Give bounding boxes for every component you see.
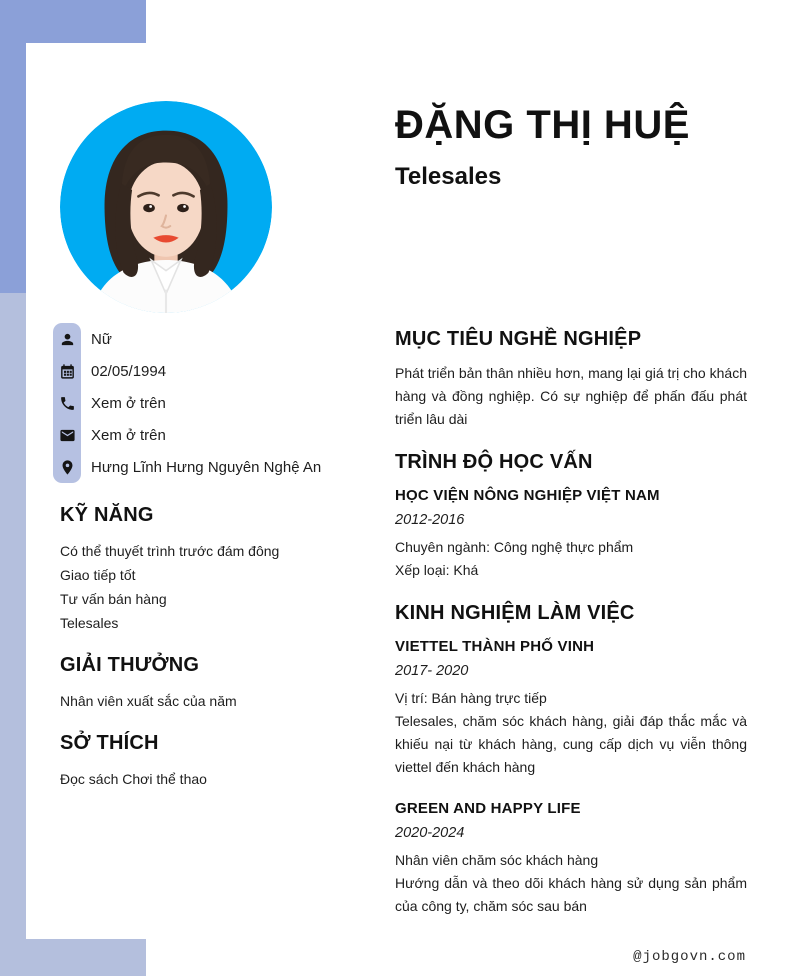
experience-years: 2017- 2020 — [395, 663, 469, 679]
company-name: VIETTEL THÀNH PHỐ VINH — [395, 638, 595, 655]
gender-value: Nữ — [91, 330, 112, 348]
phone-value: Xem ở trên — [91, 394, 166, 412]
contact-row-address — [53, 451, 383, 483]
hobbies-list — [60, 767, 380, 791]
experience-entry — [395, 800, 747, 918]
experience-years: 2020-2024 — [395, 825, 465, 841]
section-experience — [395, 601, 747, 918]
company-name: GREEN AND HAPPY LIFE — [395, 800, 581, 817]
experience-role: Nhân viên chăm sóc khách hàng — [395, 852, 599, 868]
list-item: Giao tiếp tốt — [60, 567, 136, 583]
education-entry — [395, 487, 747, 582]
birthdate-value: 02/05/1994 — [91, 362, 167, 380]
skills-heading: KỸ NĂNG — [60, 504, 154, 526]
email-value: Xem ở trên — [91, 426, 166, 444]
profile-photo — [60, 101, 272, 313]
education-major: Chuyên ngành: Công nghệ thực phẩm — [395, 539, 634, 555]
skills-list — [60, 539, 380, 635]
job-title: Telesales — [395, 163, 502, 190]
experience-heading: KINH NGHIỆM LÀM VIỆC — [395, 602, 635, 624]
education-years: 2012-2016 — [395, 512, 465, 528]
location-icon — [53, 459, 81, 476]
decor-bottom-bar — [0, 939, 146, 976]
right-column — [395, 327, 747, 918]
experience-description: Hướng dẫn và theo dõi khách hàng sử dụng sản phẩm của công ty, chăm sóc sau bán — [395, 875, 747, 914]
list-item: Tư vấn bán hàng — [60, 591, 167, 607]
education-grade: Xếp loại: Khá — [395, 562, 479, 578]
contact-info — [53, 323, 383, 483]
contact-row-email — [53, 419, 383, 451]
contact-row-birthdate — [53, 355, 383, 387]
candidate-name: ĐẶNG THỊ HUỆ — [395, 103, 690, 147]
email-icon — [53, 427, 81, 444]
objective-text: Phát triển bản thân nhiều hơn, mang lại giá trị cho khách hàng và đồng nghiệp. Có sự nghiệp để phấn đấu phát triển lâu dài — [395, 365, 747, 427]
contact-row-gender — [53, 323, 383, 355]
watermark: @jobgovn.com — [633, 949, 746, 965]
calendar-icon — [53, 363, 81, 380]
section-objective — [395, 327, 747, 431]
list-item: Đọc sách Chơi thể thao — [60, 771, 207, 787]
address-value: Hưng Lĩnh Hưng Nguyên Nghệ An — [91, 458, 322, 476]
experience-description: Telesales, chăm sóc khách hàng, giải đáp thắc mắc và khiếu nại từ khách hàng, cung cấp dịch vụ viễn thông viettel đến khách hàng — [395, 713, 747, 775]
left-column — [60, 500, 380, 791]
list-item: Nhân viên xuất sắc của năm — [60, 693, 237, 709]
list-item: Có thể thuyết trình trước đám đông — [60, 543, 280, 559]
education-heading: TRÌNH ĐỘ HỌC VẤN — [395, 451, 593, 473]
list-item: Telesales — [60, 615, 119, 631]
decor-left-bar-dark — [0, 0, 26, 293]
objective-heading: MỤC TIÊU NGHỀ NGHIỆP — [395, 328, 642, 350]
section-education — [395, 450, 747, 582]
phone-icon — [53, 395, 81, 412]
awards-list — [60, 689, 380, 713]
awards-heading: GIẢI THƯỞNG — [60, 654, 200, 676]
decor-left-bar-light — [0, 293, 26, 976]
experience-role: Vị trí: Bán hàng trực tiếp — [395, 690, 547, 706]
contact-row-phone — [53, 387, 383, 419]
header — [395, 103, 755, 191]
person-icon — [53, 331, 81, 348]
experience-entry — [395, 638, 747, 779]
school-name: HỌC VIỆN NÔNG NGHIỆP VIỆT NAM — [395, 487, 660, 504]
hobbies-heading: SỞ THÍCH — [60, 732, 159, 754]
avatar — [60, 101, 272, 313]
